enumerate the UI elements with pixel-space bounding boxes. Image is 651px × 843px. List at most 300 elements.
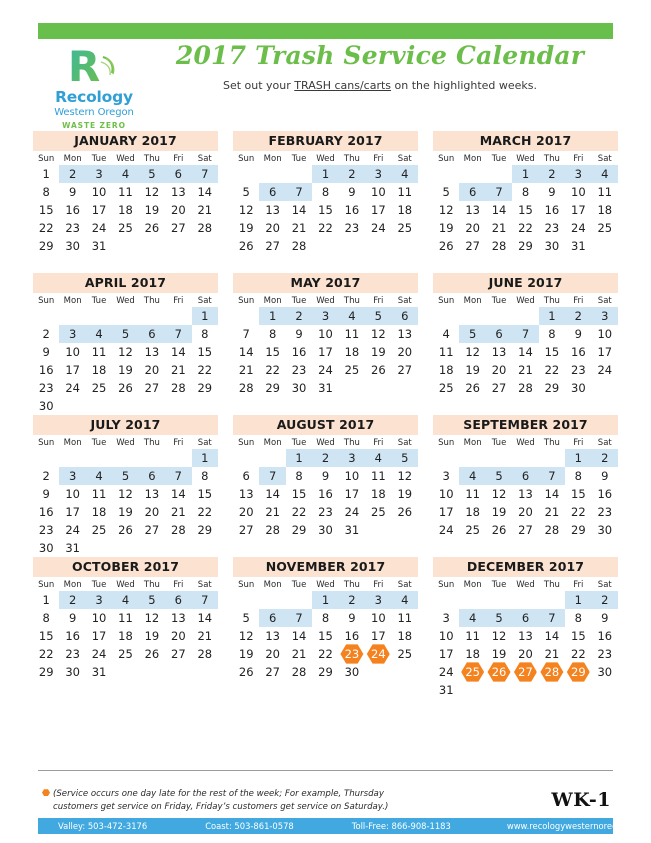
day-cell[interactable]: 10 [91,185,107,199]
day-cell[interactable]: 29 [265,381,280,395]
day-cell[interactable]: 25 [397,221,413,235]
day-cell[interactable]: 11 [465,629,480,643]
day-cell[interactable]: 20 [144,505,160,519]
day-cell-highlighted[interactable]: 7 [165,467,191,485]
day-cell-highlighted[interactable]: 5 [459,325,485,343]
day-cell[interactable]: 29 [38,665,54,679]
day-cell[interactable]: 9 [68,611,77,625]
day-cell[interactable]: 12 [397,469,413,483]
day-cell[interactable]: 28 [238,381,254,395]
day-cell-highlighted[interactable]: 2 [59,165,85,183]
day-cell[interactable]: 28 [291,239,307,253]
day-cell-highlighted[interactable]: 2 [539,165,565,183]
day-cell[interactable]: 18 [371,487,386,501]
day-cell-highlighted[interactable]: 2 [339,591,365,609]
day-cell[interactable]: 29 [544,381,560,395]
day-cell[interactable]: 4 [442,327,450,341]
day-cell[interactable]: 28 [171,523,186,537]
day-cell-highlighted[interactable]: 4 [459,467,485,485]
day-cell[interactable]: 23 [65,221,80,235]
day-cell[interactable]: 15 [197,487,213,501]
day-cell[interactable]: 18 [438,363,454,377]
day-cell[interactable]: 21 [197,629,213,643]
day-cell-highlighted[interactable]: 4 [392,591,418,609]
day-cell-highlighted[interactable]: 5 [486,467,512,485]
day-cell[interactable]: 10 [65,345,80,359]
day-cell[interactable]: 19 [491,505,507,519]
day-cell[interactable]: 26 [438,239,454,253]
day-cell[interactable]: 20 [518,505,533,519]
day-cell[interactable]: 18 [118,629,133,643]
day-cell[interactable]: 29 [291,523,307,537]
day-cell[interactable]: 11 [397,611,413,625]
day-cell[interactable]: 7 [242,327,250,341]
day-cell[interactable]: 27 [518,523,533,537]
day-cell[interactable]: 9 [321,469,330,483]
day-cell[interactable]: 12 [144,611,160,625]
day-cell-highlighted[interactable]: 4 [365,449,391,467]
day-cell[interactable]: 15 [38,203,54,217]
day-cell[interactable]: 9 [601,469,609,483]
day-cell-highlighted[interactable]: 6 [165,591,191,609]
day-cell[interactable]: 30 [544,239,560,253]
day-cell-highlighted[interactable]: 3 [365,165,391,183]
day-cell-highlighted[interactable]: 5 [139,165,165,183]
day-cell[interactable]: 24 [318,363,333,377]
day-cell-highlighted[interactable]: 1 [259,307,285,325]
day-cell[interactable]: 31 [344,523,360,537]
day-cell[interactable]: 29 [38,239,54,253]
day-cell[interactable]: 21 [544,647,560,661]
day-cell[interactable]: 25 [118,221,133,235]
day-cell[interactable]: 28 [544,523,560,537]
day-cell[interactable]: 8 [548,327,556,341]
day-cell-highlighted[interactable]: 6 [259,183,285,201]
day-cell[interactable]: 19 [491,647,507,661]
day-cell[interactable]: 27 [144,381,160,395]
day-cell[interactable]: 24 [597,363,613,377]
day-cell-highlighted[interactable]: 6 [486,325,512,343]
day-cell[interactable]: 11 [397,185,413,199]
day-cell[interactable]: 19 [438,221,454,235]
day-cell[interactable]: 13 [491,345,507,359]
day-cell[interactable]: 14 [544,629,560,643]
day-cell-highlighted[interactable]: 1 [192,449,218,467]
day-cell[interactable]: 8 [42,185,50,199]
day-cell[interactable]: 20 [518,647,533,661]
day-cell[interactable]: 16 [571,345,586,359]
day-cell[interactable]: 19 [371,345,386,359]
day-cell[interactable]: 24 [571,221,586,235]
day-cell-holiday[interactable] [565,663,591,681]
day-cell[interactable]: 8 [321,611,330,625]
day-cell[interactable]: 21 [265,505,280,519]
day-cell[interactable]: 21 [491,221,507,235]
day-cell[interactable]: 18 [344,345,360,359]
day-cell-highlighted[interactable]: 2 [312,449,338,467]
day-cell[interactable]: 22 [571,505,586,519]
day-cell[interactable]: 17 [438,647,454,661]
day-cell[interactable]: 19 [397,487,413,501]
day-cell[interactable]: 21 [544,505,560,519]
day-cell[interactable]: 10 [438,487,454,501]
day-cell-highlighted[interactable]: 4 [392,165,418,183]
day-cell[interactable]: 18 [597,203,613,217]
day-cell[interactable]: 24 [371,221,386,235]
day-cell[interactable]: 23 [544,221,560,235]
day-cell-highlighted[interactable]: 1 [312,165,338,183]
day-cell-highlighted[interactable]: 4 [459,609,485,627]
day-cell[interactable]: 30 [291,381,307,395]
day-cell-highlighted[interactable]: 1 [565,591,591,609]
day-cell-highlighted[interactable]: 4 [112,165,138,183]
day-cell[interactable]: 22 [197,363,213,377]
day-cell-highlighted[interactable]: 3 [565,165,591,183]
day-cell[interactable]: 30 [571,381,586,395]
day-cell-highlighted[interactable]: 7 [165,325,191,343]
day-cell[interactable]: 12 [371,327,386,341]
day-cell[interactable]: 17 [65,505,80,519]
day-cell[interactable]: 19 [238,221,254,235]
day-cell[interactable]: 17 [344,487,360,501]
day-cell[interactable]: 27 [491,381,507,395]
day-cell[interactable]: 8 [201,327,209,341]
day-cell[interactable]: 29 [518,239,533,253]
day-cell[interactable]: 25 [438,381,454,395]
day-cell-highlighted[interactable]: 7 [286,609,312,627]
day-cell-highlighted[interactable]: 6 [165,165,191,183]
day-cell[interactable]: 9 [601,611,609,625]
day-cell-holiday[interactable] [459,663,485,681]
day-cell[interactable]: 13 [518,487,533,501]
day-cell[interactable]: 24 [438,523,454,537]
day-cell[interactable]: 8 [42,611,50,625]
day-cell[interactable]: 20 [144,363,160,377]
day-cell[interactable]: 25 [118,647,133,661]
day-cell-highlighted[interactable]: 6 [512,609,538,627]
day-cell[interactable]: 23 [38,381,54,395]
day-cell[interactable]: 5 [242,611,250,625]
day-cell[interactable]: 27 [171,647,186,661]
day-cell[interactable]: 14 [291,629,307,643]
day-cell-highlighted[interactable]: 1 [192,307,218,325]
day-cell[interactable]: 28 [491,239,507,253]
day-cell[interactable]: 12 [238,203,254,217]
day-cell[interactable]: 22 [197,505,213,519]
day-cell-highlighted[interactable]: 7 [286,183,312,201]
day-cell[interactable]: 22 [518,221,533,235]
day-cell[interactable]: 16 [544,203,560,217]
day-cell[interactable]: 24 [65,523,80,537]
day-cell[interactable]: 23 [344,221,360,235]
day-cell[interactable]: 13 [238,487,254,501]
day-cell[interactable]: 20 [238,505,254,519]
day-cell[interactable]: 20 [171,203,186,217]
day-cell[interactable]: 17 [438,505,454,519]
day-cell[interactable]: 27 [397,363,413,377]
day-cell[interactable]: 20 [397,345,413,359]
day-cell[interactable]: 12 [438,203,454,217]
day-cell[interactable]: 10 [597,327,613,341]
day-cell[interactable]: 26 [238,239,254,253]
day-cell[interactable]: 14 [171,487,186,501]
day-cell[interactable]: 20 [171,629,186,643]
day-cell[interactable]: 31 [318,381,333,395]
day-cell[interactable]: 2 [42,469,50,483]
day-cell[interactable]: 15 [291,487,307,501]
day-cell[interactable]: 13 [265,629,280,643]
day-cell-highlighted[interactable]: 2 [592,591,618,609]
day-cell[interactable]: 13 [518,629,533,643]
day-cell[interactable]: 30 [38,541,54,555]
day-cell[interactable]: 10 [344,469,360,483]
day-cell-highlighted[interactable]: 6 [392,307,418,325]
day-cell[interactable]: 9 [348,611,356,625]
day-cell[interactable]: 23 [65,647,80,661]
day-cell[interactable]: 25 [91,381,107,395]
day-cell-highlighted[interactable]: 5 [486,609,512,627]
day-cell[interactable]: 11 [118,185,133,199]
day-cell-highlighted[interactable]: 1 [539,307,565,325]
day-cell-highlighted[interactable]: 3 [592,307,618,325]
day-cell[interactable]: 10 [65,487,80,501]
day-cell[interactable]: 3 [442,611,450,625]
day-cell[interactable]: 13 [171,611,186,625]
day-cell[interactable]: 8 [201,469,209,483]
day-cell[interactable]: 24 [91,647,107,661]
day-cell-highlighted[interactable]: 3 [59,467,85,485]
day-cell[interactable]: 18 [397,629,413,643]
day-cell-holiday[interactable] [539,663,565,681]
day-cell[interactable]: 14 [197,611,213,625]
day-cell[interactable]: 2 [42,327,50,341]
day-cell-highlighted[interactable]: 1 [512,165,538,183]
day-cell[interactable]: 13 [465,203,480,217]
day-cell[interactable]: 14 [197,185,213,199]
day-cell[interactable]: 11 [118,611,133,625]
day-cell-highlighted[interactable]: 6 [139,325,165,343]
day-cell[interactable]: 24 [438,665,454,679]
day-cell[interactable]: 26 [371,363,386,377]
day-cell[interactable]: 21 [291,221,307,235]
day-cell[interactable]: 16 [344,629,360,643]
day-cell[interactable]: 20 [265,221,280,235]
day-cell[interactable]: 13 [144,487,160,501]
day-cell[interactable]: 1 [42,167,50,181]
day-cell-highlighted[interactable]: 7 [539,467,565,485]
day-cell-highlighted[interactable]: 3 [86,591,112,609]
day-cell[interactable]: 15 [571,629,586,643]
day-cell-holiday[interactable] [365,645,391,663]
day-cell[interactable]: 9 [68,185,77,199]
day-cell[interactable]: 8 [574,611,582,625]
day-cell[interactable]: 21 [171,363,186,377]
day-cell[interactable]: 17 [65,363,80,377]
day-cell[interactable]: 16 [65,203,80,217]
day-cell[interactable]: 8 [295,469,303,483]
day-cell[interactable]: 20 [265,647,280,661]
day-cell[interactable]: 10 [371,611,386,625]
day-cell[interactable]: 8 [521,185,530,199]
day-cell[interactable]: 27 [265,665,280,679]
day-cell[interactable]: 30 [597,665,613,679]
day-cell[interactable]: 20 [491,363,507,377]
day-cell[interactable]: 28 [518,381,533,395]
day-cell[interactable]: 16 [597,487,613,501]
day-cell[interactable]: 15 [265,345,280,359]
day-cell[interactable]: 26 [397,505,413,519]
day-cell[interactable]: 24 [65,381,80,395]
day-cell[interactable]: 20 [465,221,480,235]
day-cell[interactable]: 23 [291,363,307,377]
day-cell[interactable]: 29 [318,665,333,679]
day-cell-highlighted[interactable]: 7 [192,165,218,183]
day-cell-highlighted[interactable]: 5 [392,449,418,467]
day-cell[interactable]: 3 [442,469,450,483]
day-cell[interactable]: 12 [118,345,133,359]
day-cell-highlighted[interactable]: 4 [592,165,618,183]
day-cell[interactable]: 21 [171,505,186,519]
day-cell-highlighted[interactable]: 2 [339,165,365,183]
day-cell-highlighted[interactable]: 3 [365,591,391,609]
day-cell[interactable]: 8 [268,327,277,341]
day-cell[interactable]: 10 [371,185,386,199]
day-cell-highlighted[interactable]: 3 [86,165,112,183]
day-cell[interactable]: 17 [371,203,386,217]
day-cell[interactable]: 13 [144,345,160,359]
day-cell[interactable]: 17 [597,345,613,359]
day-cell[interactable]: 11 [465,487,480,501]
contact-website-link[interactable]: www.recologywesternoregon.com [506,821,649,831]
day-cell[interactable]: 11 [91,487,107,501]
day-cell[interactable]: 10 [318,327,333,341]
day-cell-highlighted[interactable]: 3 [59,325,85,343]
day-cell[interactable]: 18 [465,647,480,661]
day-cell[interactable]: 8 [321,185,330,199]
day-cell[interactable]: 15 [544,345,560,359]
day-cell[interactable]: 1 [42,593,50,607]
day-cell[interactable]: 25 [371,505,386,519]
day-cell[interactable]: 25 [397,647,413,661]
day-cell[interactable]: 23 [571,363,586,377]
day-cell[interactable]: 25 [91,523,107,537]
contact-tollfree-phone[interactable]: Toll-Free: 866-908-1183 [351,821,451,831]
day-cell[interactable]: 16 [318,487,333,501]
day-cell-highlighted[interactable]: 5 [112,325,138,343]
day-cell[interactable]: 26 [491,523,507,537]
day-cell[interactable]: 9 [42,345,50,359]
day-cell[interactable]: 22 [544,363,560,377]
day-cell[interactable]: 16 [38,505,54,519]
day-cell[interactable]: 9 [348,185,356,199]
day-cell[interactable]: 14 [518,345,533,359]
day-cell[interactable]: 12 [238,629,254,643]
day-cell[interactable]: 22 [38,647,54,661]
day-cell[interactable]: 25 [465,523,480,537]
day-cell[interactable]: 31 [91,239,107,253]
day-cell[interactable]: 30 [597,523,613,537]
day-cell[interactable]: 19 [144,629,160,643]
day-cell-highlighted[interactable]: 4 [339,307,365,325]
day-cell[interactable]: 26 [144,647,160,661]
day-cell[interactable]: 30 [65,665,80,679]
day-cell[interactable]: 24 [344,505,360,519]
day-cell-highlighted[interactable]: 4 [86,325,112,343]
day-cell-highlighted[interactable]: 5 [139,591,165,609]
day-cell[interactable]: 19 [238,647,254,661]
day-cell[interactable]: 14 [544,487,560,501]
day-cell-holiday[interactable] [339,645,365,663]
day-cell-highlighted[interactable]: 3 [339,449,365,467]
day-cell[interactable]: 26 [238,665,254,679]
day-cell[interactable]: 26 [118,381,133,395]
day-cell[interactable]: 15 [197,345,213,359]
day-cell[interactable]: 25 [597,221,613,235]
day-cell[interactable]: 17 [91,203,107,217]
day-cell[interactable]: 10 [571,185,586,199]
day-cell[interactable]: 9 [42,487,50,501]
day-cell-highlighted[interactable]: 6 [259,609,285,627]
day-cell[interactable]: 14 [171,345,186,359]
day-cell-highlighted[interactable]: 3 [312,307,338,325]
day-cell[interactable]: 10 [438,629,454,643]
day-cell[interactable]: 16 [291,345,307,359]
day-cell-highlighted[interactable]: 1 [286,449,312,467]
day-cell-highlighted[interactable]: 6 [459,183,485,201]
day-cell-holiday[interactable] [512,663,538,681]
day-cell[interactable]: 19 [118,363,133,377]
day-cell[interactable]: 17 [318,345,333,359]
day-cell[interactable]: 12 [118,487,133,501]
day-cell[interactable]: 27 [144,523,160,537]
day-cell[interactable]: 26 [144,221,160,235]
day-cell[interactable]: 29 [197,523,213,537]
day-cell[interactable]: 18 [118,203,133,217]
day-cell[interactable]: 29 [571,523,586,537]
day-cell[interactable]: 28 [291,665,307,679]
day-cell-highlighted[interactable]: 4 [112,591,138,609]
day-cell[interactable]: 18 [91,363,107,377]
day-cell[interactable]: 14 [265,487,280,501]
day-cell-highlighted[interactable]: 2 [286,307,312,325]
day-cell[interactable]: 28 [197,221,213,235]
day-cell-highlighted[interactable]: 1 [312,591,338,609]
day-cell[interactable]: 31 [91,665,107,679]
day-cell[interactable]: 27 [238,523,254,537]
day-cell[interactable]: 30 [65,239,80,253]
day-cell[interactable]: 19 [144,203,160,217]
day-cell[interactable]: 21 [238,363,254,377]
day-cell[interactable]: 18 [397,203,413,217]
day-cell[interactable]: 15 [318,629,333,643]
day-cell[interactable]: 12 [491,629,507,643]
day-cell[interactable]: 11 [597,185,613,199]
day-cell[interactable]: 14 [291,203,307,217]
day-cell[interactable]: 28 [265,523,280,537]
day-cell[interactable]: 15 [318,203,333,217]
day-cell[interactable]: 29 [197,381,213,395]
day-cell[interactable]: 8 [574,469,582,483]
day-cell[interactable]: 23 [597,647,613,661]
day-cell[interactable]: 12 [465,345,480,359]
day-cell[interactable]: 11 [344,327,360,341]
day-cell[interactable]: 28 [197,647,213,661]
day-cell-highlighted[interactable]: 1 [565,449,591,467]
day-cell[interactable]: 16 [597,629,613,643]
day-cell[interactable]: 27 [171,221,186,235]
day-cell[interactable]: 26 [465,381,480,395]
day-cell[interactable]: 30 [38,399,54,413]
